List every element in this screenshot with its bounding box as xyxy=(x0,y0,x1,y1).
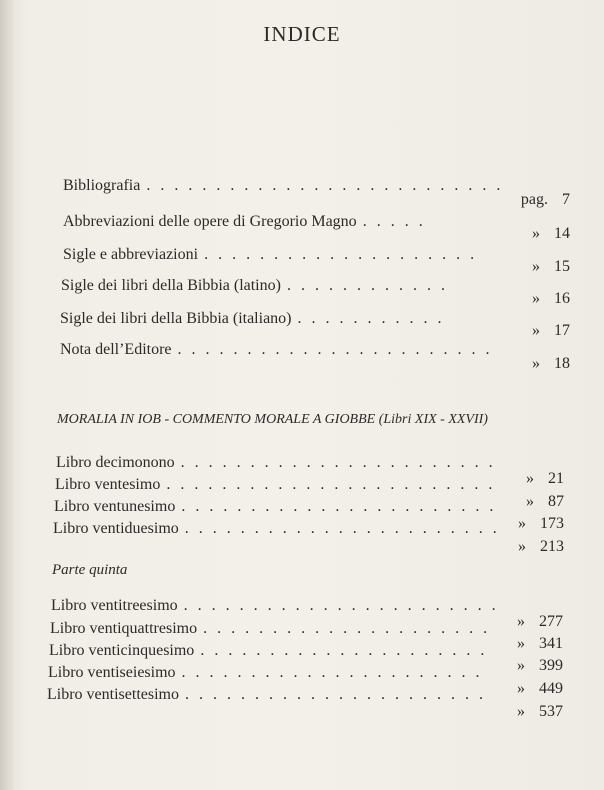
toc-entry xyxy=(54,497,496,517)
leader-dots: . . . . . xyxy=(362,213,426,230)
toc-entry xyxy=(63,212,426,232)
toc-entry xyxy=(55,475,495,495)
toc-entry-label: Libro ventesimo xyxy=(55,476,161,493)
page-marker: » xyxy=(532,258,540,275)
leader-dots: . . . . . . . . . . . . . . . . . . . . . . . . . . xyxy=(146,177,504,194)
toc-entry xyxy=(56,453,496,473)
page-marker: » xyxy=(517,703,525,720)
page-number: 17 xyxy=(554,322,570,339)
toc-entry-label: Libro ventiseiesimo xyxy=(48,664,176,681)
part-heading: Parte quinta xyxy=(52,562,128,578)
page-marker: » xyxy=(518,515,526,532)
page-marker: » xyxy=(517,680,525,697)
page-marker: » xyxy=(532,225,540,242)
leader-dots: . . . . . . . . . . . . . . . . . . . . . . . xyxy=(181,498,497,515)
page-number: 21 xyxy=(548,470,564,487)
toc-entry-page xyxy=(470,257,570,277)
page-marker: » xyxy=(532,322,540,339)
leader-dots: . . . . . . . . . . . . . . . . . . . . . xyxy=(203,620,491,637)
toc-entry xyxy=(63,245,477,265)
toc-entry-page xyxy=(455,702,563,722)
toc-entry-label: Libro ventiduesimo xyxy=(53,520,179,537)
page-number: 399 xyxy=(539,657,563,674)
page-marker: » xyxy=(518,538,526,555)
toc-entry-page xyxy=(460,537,564,557)
page-number: 16 xyxy=(554,290,570,307)
toc-entry-label: Nota dell’Editore xyxy=(60,341,172,358)
page-number: 7 xyxy=(562,191,570,208)
toc-entry-label: Libro ventisettesimo xyxy=(47,686,179,703)
toc-entry-label: Sigle dei libri della Bibbia (italiano) xyxy=(60,310,292,327)
toc-entry xyxy=(61,276,448,296)
page-marker: » xyxy=(526,470,534,487)
page-marker: » xyxy=(532,355,540,372)
toc-entry-page xyxy=(470,321,570,341)
toc-entry xyxy=(51,596,499,616)
leader-dots: . . . . . . . . . . . . . . . . . . . . . . . . xyxy=(166,476,496,493)
leader-dots: . . . . . . . . . . . . . . . . . . . . . . xyxy=(184,686,486,703)
toc-entry xyxy=(47,685,486,705)
toc-entry-page xyxy=(470,289,570,309)
toc-entry-label: Libro ventiquattresimo xyxy=(50,620,198,637)
toc-entry-page xyxy=(470,224,570,244)
page-marker: » xyxy=(517,613,525,630)
page-number: 341 xyxy=(539,635,563,652)
toc-entry-label: Bibliografia xyxy=(63,177,141,194)
toc-entry-label: Libro venticinquesimo xyxy=(49,642,195,659)
page-marker: » xyxy=(517,657,525,674)
toc-entry xyxy=(60,309,445,329)
toc-entry-label: Abbreviazioni delle opere di Gregorio Magno xyxy=(63,213,357,230)
toc-entry-label: Sigle dei libri della Bibbia (latino) xyxy=(61,277,281,294)
toc-entry-label: Libro ventitreesimo xyxy=(51,597,178,614)
page-marker: » xyxy=(532,290,540,307)
leader-dots: . . . . . . . . . . . . xyxy=(286,277,448,294)
leader-dots: . . . . . . . . . . . . . . . . . . . . . . . xyxy=(184,520,500,537)
section-heading: MORALIA IN IOB - COMMENTO MORALE A GIOBBE (Libri XIX - XXVII) xyxy=(57,412,488,427)
page-number: 18 xyxy=(554,355,570,372)
toc-entry xyxy=(53,519,500,539)
leader-dots: . . . . . . . . . . . . . . . . . . . . . . . xyxy=(180,454,496,471)
page-title: INDICE xyxy=(263,22,341,46)
leader-dots: . . . . . . . . . . . . . . . . . . . . . . . xyxy=(177,341,493,358)
toc-entry-label: Sigle e abbreviazioni xyxy=(63,246,199,263)
page-number: 449 xyxy=(539,680,563,697)
page-number: 15 xyxy=(554,258,570,275)
toc-entry-page xyxy=(470,190,570,210)
page-number: 87 xyxy=(548,493,564,510)
leader-dots: . . . . . . . . . . . . . . . . . . . . . xyxy=(200,642,488,659)
toc-entry-label: Libro ventunesimo xyxy=(54,498,176,515)
page-number: 213 xyxy=(540,538,564,555)
page-number: 14 xyxy=(554,225,570,242)
page-number: 277 xyxy=(539,613,563,630)
page-marker: pag. xyxy=(520,191,548,208)
page-number: 537 xyxy=(539,703,563,720)
toc-entry xyxy=(63,176,503,196)
toc-entry xyxy=(50,619,490,639)
page-number: 173 xyxy=(540,515,564,532)
toc-entry xyxy=(49,641,487,661)
toc-entry-page xyxy=(470,354,570,374)
leader-dots: . . . . . . . . . . . . . . . . . . . . . . . xyxy=(183,597,499,614)
leader-dots: . . . . . . . . . . . . . . . . . . . . . . xyxy=(181,664,483,681)
toc-entry xyxy=(60,340,493,360)
page-marker: » xyxy=(517,635,525,652)
leader-dots: . . . . . . . . . . . xyxy=(297,310,445,327)
toc-entry xyxy=(48,663,483,683)
toc-entry-label: Libro decimonono xyxy=(56,454,175,471)
page-gutter xyxy=(0,0,14,790)
page-marker: » xyxy=(526,493,534,510)
leader-dots: . . . . . . . . . . . . . . . . . . . . xyxy=(204,246,478,263)
